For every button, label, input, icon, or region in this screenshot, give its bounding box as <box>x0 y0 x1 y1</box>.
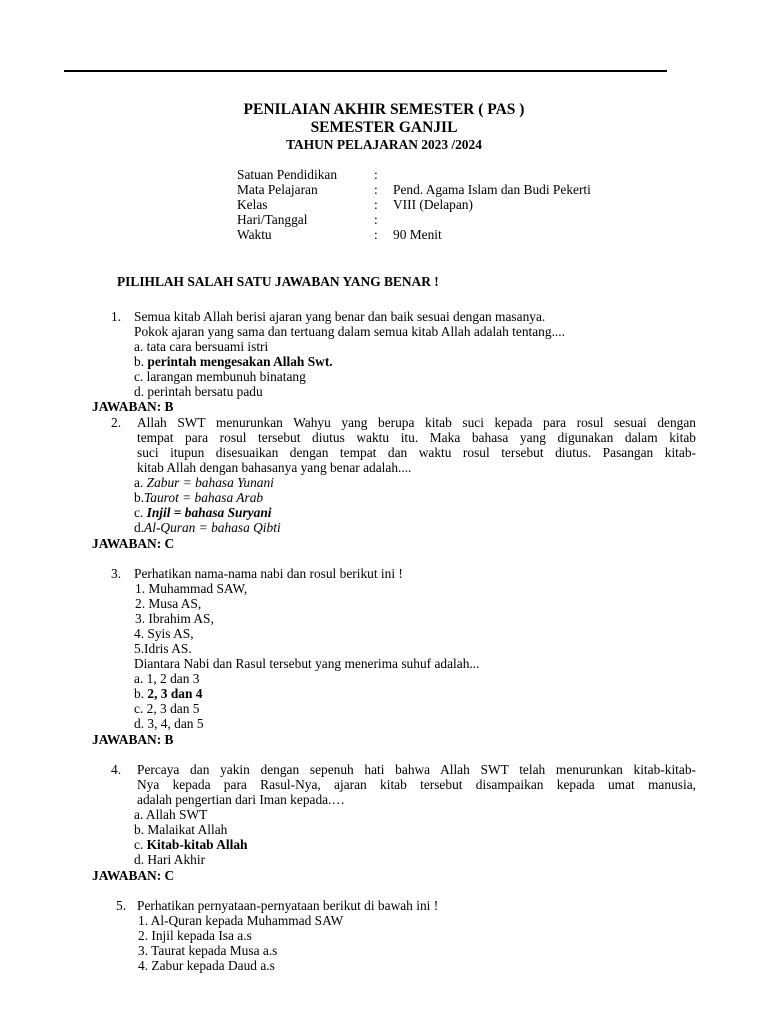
identity-colon: : <box>374 212 378 227</box>
option-a: a. tata cara bersuami istri <box>134 339 269 354</box>
option-b: b.Taurot = bahasa Arab <box>134 490 264 505</box>
question-text: Pokok ajaran yang sama dan tertuang dalam semua kitab Allah adalah tentang.... <box>134 324 565 339</box>
answer-key: JAWABAN: B <box>92 732 174 747</box>
option-a: a. 1, 2 dan 3 <box>134 671 200 686</box>
question-text: Diantara Nabi dan Rasul tersebut yang menerima suhuf adalah... <box>134 656 480 671</box>
identity-label: Kelas <box>237 197 268 212</box>
option-a: a. Allah SWT <box>134 807 208 822</box>
option-c: c. Injil = bahasa Suryani <box>134 505 272 520</box>
correct-option: 2, 3 dan 4 <box>147 686 203 701</box>
identity-value: 90 Menit <box>393 227 442 242</box>
exam-title: PENILAIAN AKHIR SEMESTER ( PAS ) <box>243 101 525 118</box>
list-item: 4. Zabur kepada Daud a.s <box>138 958 275 973</box>
identity-label: Waktu <box>237 227 272 242</box>
question-text: Perhatikan pernyataan-pernyataan berikut di bawah ini ! <box>137 898 439 913</box>
option-b: b. 2, 3 dan 4 <box>134 686 203 701</box>
question-text: Allah SWT menurunkan Wahyu yang berupa kitab suci kepada para rosul sesuai dengan <box>137 415 696 430</box>
list-item: 2. Musa AS, <box>135 596 202 611</box>
option-a: a. Zabur = bahasa Yunani <box>134 475 274 490</box>
option-b: b. Malaikat Allah <box>134 822 228 837</box>
instruction: PILIHLAH SALAH SATU JAWABAN YANG BENAR ! <box>117 274 439 289</box>
identity-label: Satuan Pendidikan <box>237 167 338 182</box>
question-text: adalah pengertian dari Iman kepada.… <box>137 792 345 807</box>
academic-year: TAHUN PELAJARAN 2023 /2024 <box>286 137 482 152</box>
question-number: 4. <box>111 762 122 777</box>
question-number: 1. <box>111 309 122 324</box>
identity-colon: : <box>374 167 378 182</box>
question-text: suci itupun disesuaikan dengan tempat dan waktu rosul tersebut diutus. Pasangan kitab- <box>137 445 696 460</box>
identity-label: Mata Pelajaran <box>237 182 318 197</box>
answer-key: JAWABAN: B <box>92 399 174 414</box>
option-d: d.Al-Quran = bahasa Qibti <box>134 520 281 535</box>
identity-colon: : <box>374 227 378 242</box>
identity-label: Hari/Tanggal <box>237 212 308 227</box>
correct-option: Kitab-kitab Allah <box>146 837 248 852</box>
semester-title: SEMESTER GANJIL <box>310 119 458 136</box>
question-text: Percaya dan yakin dengan sepenuh hati bahwa Allah SWT telah menurunkan kitab-kitab- <box>137 762 696 777</box>
identity-value: VIII (Delapan) <box>393 197 473 212</box>
list-item: 4. Syis AS, <box>134 626 194 641</box>
list-item: 5.Idris AS. <box>134 641 192 656</box>
list-item: 1. Al-Quran kepada Muhammad SAW <box>138 913 344 928</box>
identity-value: Pend. Agama Islam dan Budi Pekerti <box>393 182 591 197</box>
answer-key: JAWABAN: C <box>92 536 175 551</box>
correct-option: perintah mengesakan Allah Swt. <box>147 354 333 369</box>
question-text: Perhatikan nama-nama nabi dan rosul berikut ini ! <box>134 566 403 581</box>
identity-colon: : <box>374 197 378 212</box>
question-number: 3. <box>111 566 122 581</box>
option-c: c. larangan membunuh binatang <box>134 369 306 384</box>
identity-colon: : <box>374 182 378 197</box>
question-text: kitab Allah dengan bahasanya yang benar adalah.... <box>137 460 412 475</box>
option-c: c. Kitab-kitab Allah <box>134 837 248 852</box>
question-number: 5. <box>116 898 127 913</box>
question-number: 2. <box>111 415 122 430</box>
option-d: d. perintah bersatu padu <box>134 384 263 399</box>
header-rule <box>64 70 667 72</box>
question-text: Semua kitab Allah berisi ajaran yang benar dan baik sesuai dengan masanya. <box>134 309 546 324</box>
list-item: 3. Ibrahim AS, <box>135 611 214 626</box>
question-text: tempat para rosul tersebut diutus waktu itu. Maka bahasa yang digunakan dalam kitab <box>137 430 696 445</box>
list-item: 2. Injil kepada Isa a.s <box>138 928 252 943</box>
option-c: c. 2, 3 dan 5 <box>134 701 200 716</box>
list-item: 3. Taurat kepada Musa a.s <box>138 943 278 958</box>
list-item: 1. Muhammad SAW, <box>135 581 248 596</box>
option-d: d. Hari Akhir <box>134 852 206 867</box>
option-d: d. 3, 4, dan 5 <box>134 716 204 731</box>
answer-key: JAWABAN: C <box>92 868 175 883</box>
question-text: Nya kepada para Rasul-Nya, ajaran kitab tersebut disampaikan kepada umat manusia, <box>137 777 696 792</box>
option-b: b. perintah mengesakan Allah Swt. <box>134 354 333 369</box>
correct-option: Injil = bahasa Suryani <box>146 505 272 520</box>
